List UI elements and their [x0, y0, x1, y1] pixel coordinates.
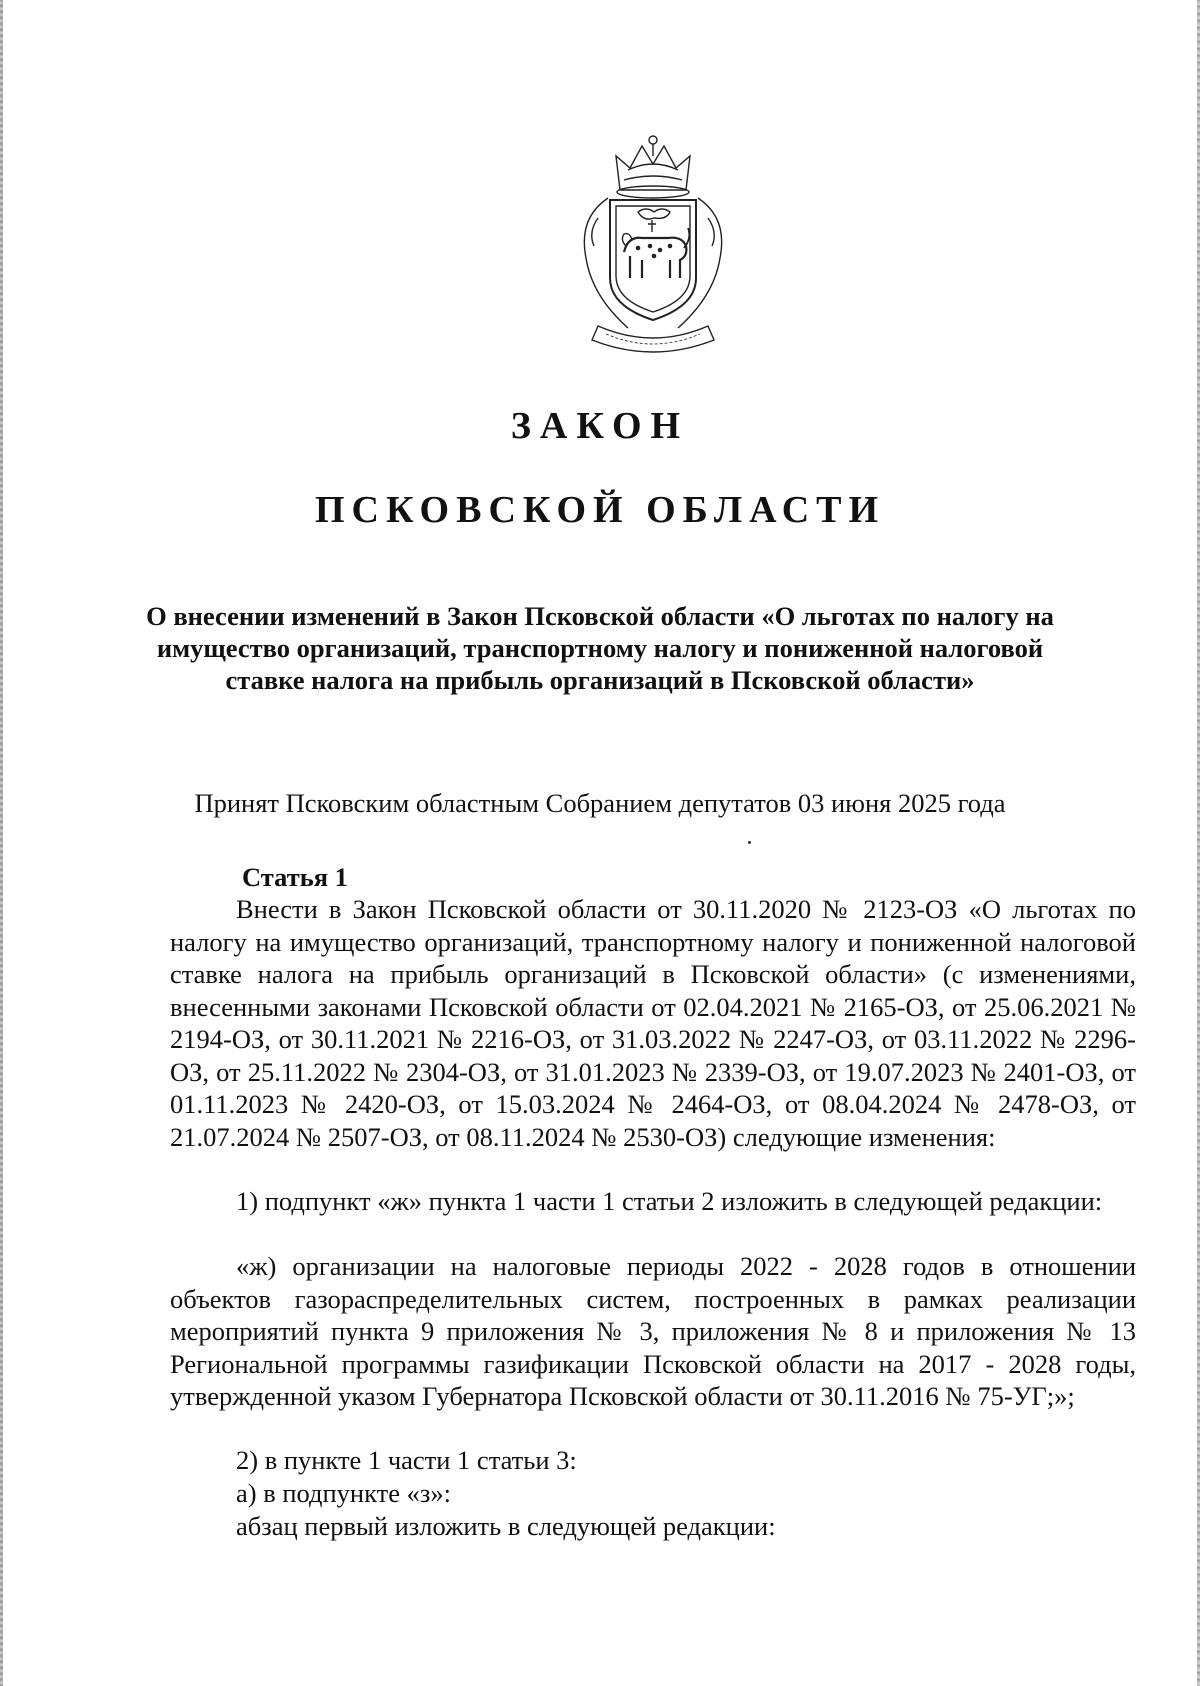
- scan-dot: [748, 841, 751, 844]
- article-intro-paragraph: [170, 893, 1136, 1153]
- paragraph-text: Внести в Закон Псковской области от 30.11.2020 № 2123-ОЗ «О льготах по налогу на имущество организаций, транспортному налогу и пониженной налоговой ставке налога на прибыль организаций в Псковской области» (с изменениями, внесенными законами Псковской области от 02.04.2021 № 2165-ОЗ, от 25.06.2021 № 2194-ОЗ, от 30.11.2021 № 2216-ОЗ, от 31.03.2022 № 2247-ОЗ, от 03.11.2022 № 2296-ОЗ, от 25.11.2022 № 2304-ОЗ, от 31.01.2023 № 2339-ОЗ, от 19.07.2023 № 2401-ОЗ, от 01.11.2023 № 2420-ОЗ, от 15.03.2024 № 2464-ОЗ, от 08.04.2024 № 2478-ОЗ, от 21.07.2024 № 2507-ОЗ, от 08.11.2024 № 2530-ОЗ) следующие изменения:: [170, 894, 1136, 1152]
- amendment-item-1: [170, 1185, 1136, 1218]
- amendment-quote: [170, 1250, 1136, 1413]
- paragraph-text: «ж) организации на налоговые периоды 2022 - 2028 годов в отношении объектов газораспределительных систем, построенных в рамках реализации мероприятий пункта 9 приложения № 3, приложения № 8 и приложения № 13 Региональной программы газификации Псковской области на 2017 - 2028 годы, утвержденной указом Губернатора Псковской области от 30.11.2016 № 75-УГ;»;: [170, 1251, 1136, 1411]
- amendment-item-2: 2) в пункте 1 части 1 статьи 3:: [236, 1445, 577, 1475]
- document-title: ЗАКОН: [510, 405, 690, 447]
- scan-edge-left: [0, 0, 3, 1686]
- document-region: ПСКОВСКОЙ ОБЛАСТИ: [314, 489, 886, 531]
- adoption-line: Принят Псковским областным Собранием депутатов 03 июня 2025 года: [194, 788, 1006, 818]
- amendment-paragraph-instruction: абзац первый изложить в следующей редакции:: [236, 1511, 776, 1541]
- law-subject: О внесении изменений в Закон Псковской области «О льготах по налогу на имущество организаций, транспортному налогу и пониженной налоговой ставке налога на прибыль организаций в Псковской области»: [146, 601, 1054, 695]
- coat-of-arms-emblem: [558, 128, 748, 368]
- article-heading: Статья 1: [242, 862, 348, 892]
- paragraph-text: 1) подпункт «ж» пункта 1 части 1 статьи 2 изложить в следующей редакции:: [236, 1186, 1103, 1216]
- amendment-subitem-a: а) в подпункте «з»:: [236, 1478, 451, 1508]
